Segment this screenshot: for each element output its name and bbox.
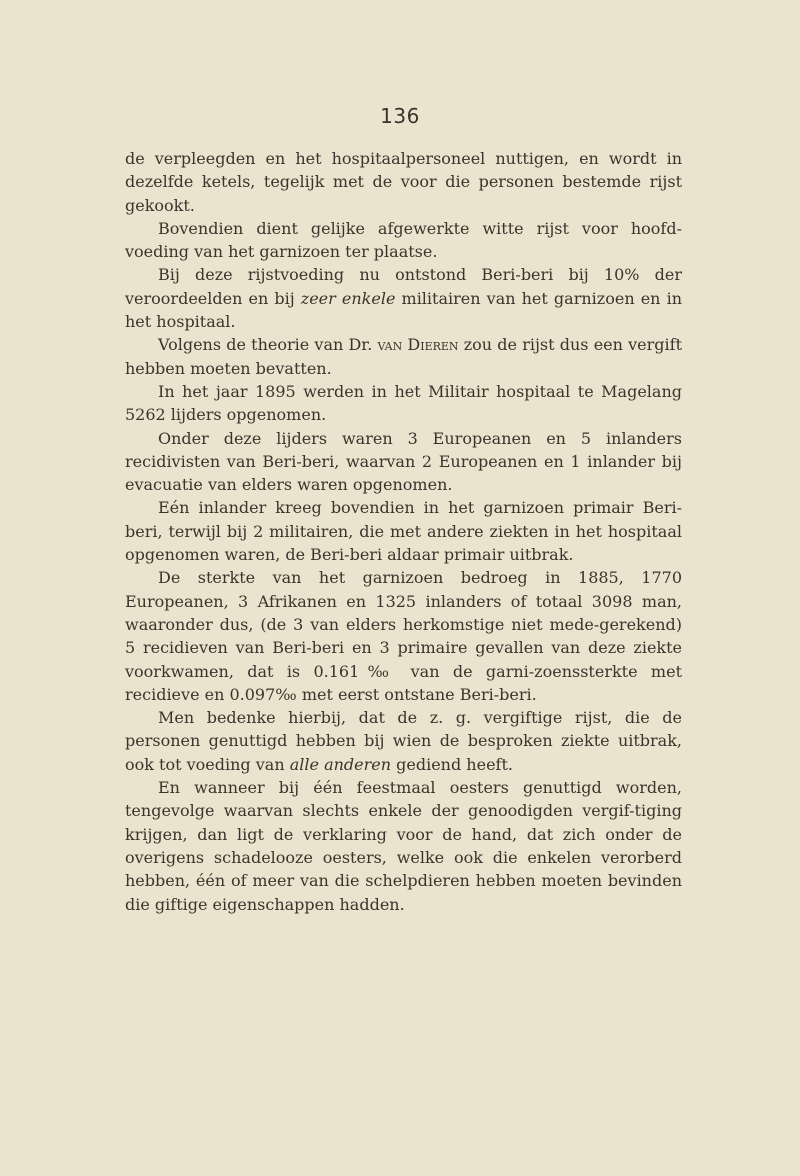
paragraph-text: Eén inlander kreeg bovendien in het garnizoen primair Beri-beri, terwijl bij 2 militairen, die met andere ziekten in het hospitaal opgenomen waren, de Beri-beri aldaar primair uitbrak. (125, 498, 682, 565)
paragraph-text: gediend heeft. (391, 754, 513, 774)
paragraph-text: Bij deze rijstvoeding nu ontstond Beri-beri bij 10% der veroordeelden en bij (125, 265, 682, 308)
paragraph-5 (125, 380, 682, 427)
paragraph-6 (125, 427, 682, 497)
paragraph-text: De sterkte van het garnizoen bedroeg in 1885, 1770 Europeanen, 3 Afrikanen en 1325 inlanders of totaal 3098 man, waaronder dus, (de 3 van elders herkomstige niet mede-gerekend) 5 recidieven van Beri-beri en 3 primaire gevallen van deze ziekte voorkwamen, dat is 0.161‰ van de garni-zoenssterkte met recidieve en 0.097‰ met eerst ontstane Beri-beri. (125, 568, 682, 704)
paragraph-1 (125, 147, 682, 217)
paragraph-10 (125, 776, 682, 916)
paragraph-4 (125, 333, 682, 380)
paragraph-text: de verpleegden en het hospitaalpersoneel nuttigen, en wordt in dezelfde ketels, tegelijk met de voor die personen bestemde rijst gekookt. (125, 149, 682, 215)
italic-emphasis: zeer enkele (300, 288, 396, 308)
paragraph-text: In het jaar 1895 werden in het Militair hospitaal te Magelang 5262 lijders opgenomen. (125, 381, 682, 425)
paragraph-text: En wanneer bij één feestmaal oesters genuttigd worden, tengevolge waarvan slechts enkele der genoodigden vergif-tiging krijgen, dan ligt de verklaring voor de hand, dat zich onder de overigens schadelooze oesters, welke ook die enkelen verorberd hebben, één of meer van die schelpdieren hebben moeten bevinden die giftige eigenschappen hadden. (125, 778, 682, 914)
body-text (125, 147, 682, 916)
paragraph-text: Onder deze lijders waren 3 Europeanen en 5 inlanders recidivisten van Beri-beri, waarvan 2 Europeanen en 1 inlander bij evacuatie van elders waren opgenomen. (125, 428, 682, 495)
paragraph-text: zou de rijst dus een vergift hebben moeten bevatten. (125, 335, 682, 378)
paragraph-text: militairen van het garnizoen en in het hospitaal. (125, 288, 683, 332)
author-name: van Dieren (377, 335, 459, 355)
italic-emphasis: alle anderen (289, 754, 392, 774)
paragraph-text: Bovendien dient gelijke afgewerkte witte rijst voor hoofd-voeding van het garnizoen ter plaatse. (125, 218, 682, 262)
paragraph-8 (125, 566, 682, 706)
paragraph-3 (125, 263, 682, 333)
paragraph-7 (125, 496, 682, 566)
page-number: 136 (380, 104, 420, 128)
paragraph-text: Men bedenke hierbij, dat de z. g. vergiftige rijst, die de personen genuttigd hebben bij wien de besproken ziekte uitbrak, ook tot voeding van (125, 708, 682, 774)
paragraph-2 (125, 217, 682, 264)
paragraph-9 (125, 706, 682, 776)
paragraph-text: Volgens de theorie van Dr. (158, 335, 378, 355)
